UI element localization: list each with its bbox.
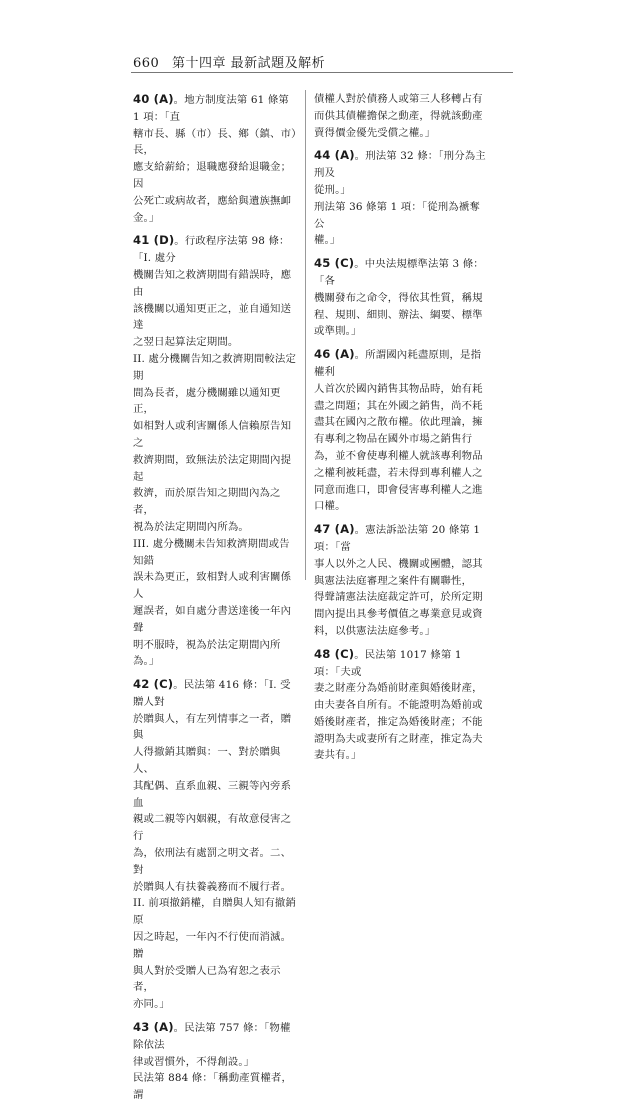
question-number: 43 (A): [133, 1020, 174, 1035]
answer-line: 得聲請憲法法庭裁定許可，於所定期: [314, 591, 483, 604]
answer-line: 轄市長、縣（市）長、鄉（鎮、市）長，: [133, 127, 297, 157]
answer-line: 事人以外之人民、機關或團體，認其: [314, 557, 483, 570]
answer-line: 妻共有。」: [314, 749, 362, 762]
answer-line: 間為長者，處分機關雖以通知更正，: [133, 386, 281, 416]
question-number: 41 (D): [133, 233, 175, 248]
answer-line: 間內提出具參考價值之專業意見或資: [314, 608, 483, 621]
answer-line: 權。」: [314, 234, 341, 247]
answer-line: 之權利被耗盡，若未得到專利權人之: [314, 466, 483, 479]
answer-line: 盡之問題；其在外國之銷售，尚不耗: [314, 399, 483, 412]
answer-line: 救濟，而於原告知之期間內為之者，: [133, 487, 281, 517]
answer-line: II. 前項撤銷權，自贈與人知有撤銷原: [133, 897, 296, 927]
continued-line: 賣得價金優先受償之權。」: [314, 126, 436, 139]
continued-text: [314, 91, 486, 141]
answer-line: III. 處分機關未告知救濟期間或告知錯: [133, 537, 290, 567]
question-number: 42 (C): [133, 677, 174, 692]
answer-line: 亦同。」: [133, 998, 170, 1011]
answer-line: 從刑。」: [314, 183, 351, 196]
column-divider: [305, 90, 306, 580]
answer-line: 43 (A)。民法第 757 條：「物權除依法: [133, 1020, 291, 1051]
answer-line: 其配偶、直系血親、三親等內旁系血: [133, 779, 292, 809]
answer-line: 之翌日起算法定期間。: [133, 336, 239, 349]
answer-line: 人首次於國內銷售其物品時，始有耗: [314, 382, 483, 395]
answer-line: 如相對人或利害關係人信賴原告知之: [133, 420, 292, 449]
answer-line: 於贈與人，有左列情事之一者，贈與: [133, 712, 292, 742]
answer-line: 由夫妻各自所有。不能證明為婚前或: [314, 699, 483, 712]
answer-line: II. 處分機關告知之救濟期間較法定期: [133, 352, 296, 382]
answer-line: 47 (A)。憲法訴訟法第 20 條第 1 項：「當: [314, 522, 481, 553]
answer-line: 誤未為更正，致相對人或利害關係人: [133, 571, 292, 601]
answer-line: 證明為夫或妻所有之財產，推定為夫: [314, 732, 483, 745]
question-45: [314, 255, 486, 340]
answer-line: 公死亡或病故者，應給與遺族撫卹: [133, 194, 292, 207]
answer-line: 41 (D)。行政程序法第 98 條：「I. 處分: [133, 233, 290, 265]
right-column: [314, 91, 486, 770]
answer-line: 44 (A)。刑法第 32 條：「刑分為主刑及: [314, 148, 486, 180]
answer-line: 42 (C)。民法第 416 條：「I. 受贈人對: [133, 677, 291, 708]
answer-line: 應支給薪給；退職應發給退職金；因: [133, 161, 292, 190]
answer-line: 該機關以通知更正之，並自通知送達: [133, 302, 292, 332]
page-number: 660: [133, 56, 160, 71]
question-number: 44 (A): [314, 148, 355, 163]
answer-line: 為，並不會使專利權人就該專利物品: [314, 449, 483, 462]
question-40: [133, 91, 299, 226]
answer-line: 48 (C)。民法第 1017 條第 1 項：「夫或: [314, 646, 462, 678]
answer-line: 遲誤者，如自處分書送達後一年內聲: [133, 604, 292, 634]
answer-line: 同意而進口，即會侵害專利權人之進: [314, 483, 483, 496]
answer-line: 人得撤銷其贈與：一、對於贈與人、: [133, 746, 281, 776]
question-47: [314, 521, 486, 640]
continued-line: 債權人對於債務人或第三人移轉占有: [314, 93, 483, 105]
chapter-label: 第十四章: [171, 56, 226, 71]
answer-line: 視為於法定期間內所為。: [133, 520, 249, 533]
answer-line: 刑法第 36 條第 1 項：「從刑為褫奪公: [314, 200, 480, 230]
question-number: 40 (A): [133, 92, 174, 106]
answer-line: 有專利之物品在國外市場之銷售行: [314, 433, 473, 446]
question-44: [314, 147, 486, 249]
answer-line: 盡其在國內之散布權。依此理論，擁: [314, 416, 483, 429]
answer-line: 46 (A)。所謂國內耗盡原則，是指權利: [314, 347, 482, 378]
question-number: 45 (C): [314, 256, 355, 271]
answer-line: 於贈與人有扶養義務而不履行者。: [133, 880, 292, 893]
answer-line: 料，以供憲法法庭參考。」: [314, 624, 436, 637]
answer-line: 口權。: [314, 500, 346, 513]
page-header: [133, 52, 325, 71]
chapter-title: 最新試題及解析: [230, 56, 326, 71]
question-43: [133, 1019, 299, 1104]
question-48: [314, 646, 486, 765]
answer-line: 救濟期間，致無法於法定期間內提起: [133, 453, 292, 483]
question-number: 48 (C): [314, 646, 355, 661]
question-42: [133, 676, 299, 1013]
question-41: [133, 232, 299, 670]
answer-line: 或準則。」: [314, 325, 362, 338]
continued-line: 而供其債權擔保之動產，得就該動產: [314, 109, 483, 122]
answer-line: 為，依刑法有處罰之明文者。二、對: [133, 847, 292, 876]
answer-line: 民法第 884 條：「稱動產質權者，謂: [133, 1072, 293, 1102]
answer-line: 45 (C)。中央法規標準法第 3 條：「各: [314, 256, 484, 287]
answer-line: 親或二親等內姻親，有故意侵害之行: [133, 813, 292, 843]
answer-line: 妻之財產分為婚前財產與婚後財產，: [314, 682, 483, 695]
question-46: [314, 346, 486, 515]
answer-line: 律或習慣外，不得創設。」: [133, 1055, 255, 1068]
answer-line: 與人對於受贈人已為宥恕之表示者，: [133, 964, 281, 994]
answer-line: 40 (A)。地方制度法第 61 條第 1 項：「直: [133, 92, 289, 123]
answer-line: 因之時起，一年內不行使而消滅。贈: [133, 931, 292, 960]
answer-line: 機關告知之救濟期間有錯誤時，應由: [133, 268, 292, 298]
answer-line: 機關發布之命令，得依其性質，稱規: [314, 291, 483, 304]
answer-line: 婚後財產者，推定為婚後財產；不能: [314, 715, 483, 728]
answer-line: 明不服時，視為於法定期間內所為。」: [133, 638, 281, 668]
answer-line: 金。」: [133, 211, 160, 224]
question-number: 47 (A): [314, 522, 355, 537]
answer-line: 程、規則、細則、辦法、綱要、標準: [314, 308, 483, 321]
left-column: [133, 91, 299, 1110]
question-number: 46 (A): [314, 347, 355, 362]
header-rule: [131, 72, 513, 73]
answer-line: 與憲法法庭審理之案件有關聯性，: [314, 574, 473, 587]
